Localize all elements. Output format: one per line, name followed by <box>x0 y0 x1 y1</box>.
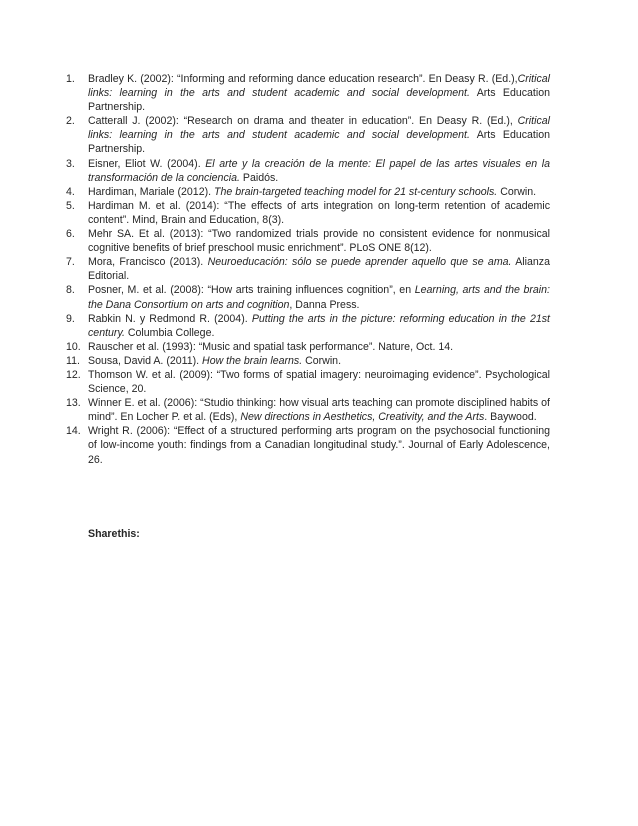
reference-item <box>66 72 550 114</box>
reference-text: Columbia College. <box>124 326 215 339</box>
reference-number: 14. <box>66 425 81 438</box>
reference-item <box>66 114 550 156</box>
reference-text: Sousa, David A. (2011). <box>88 354 203 367</box>
reference-text: Eisner, Eliot W. (2004). <box>88 157 206 170</box>
reference-text: Paidós. <box>239 171 279 184</box>
reference-number: 2. <box>66 115 75 128</box>
reference-item <box>66 340 550 354</box>
reference-item <box>66 255 550 283</box>
reference-item <box>66 354 550 368</box>
reference-text: , Danna Press. <box>289 298 360 311</box>
reference-title-text: El arte y la creación de la mente: El papel de las artes visuales en la transformación de la conciencia. <box>88 157 550 184</box>
reference-text: Mehr SA. Et al. (2013): “Two randomized trials provide no consistent evidence for nonmusical cognitive benefits of brief preschool music enrichment”. PLoS ONE 8(12). <box>88 228 550 255</box>
reference-number: 1. <box>66 73 75 85</box>
reference-text: Arts Education Partnership. <box>88 129 550 156</box>
reference-text: Rabkin N. y Redmond R. (2004). <box>88 312 252 325</box>
reference-text: Wright R. (2006): “Effect of a structured performing arts program on the psychosocial functioning of low-income youth: findings from a Canadian longitudinal study.”. Journal of Early Adolescence, 26. <box>88 425 550 466</box>
reference-text: Hardiman M. et al. (2014): “The effects of arts integration on long-term retention of academic content”. Mind, Brain and Education, 8(3). <box>88 199 550 226</box>
reference-text: Corwin. <box>302 354 342 367</box>
reference-title-text: The brain-targeted teaching model for 21 st-century schools. <box>214 185 498 198</box>
reference-title-text: Learning, arts and the brain: the Dana Consortium on arts and cognition <box>88 284 550 311</box>
reference-text: Winner E. et al. (2006): “Studio thinking: how visual arts teaching can promote disciplined habits of mind”. En Locher P. et al. (Eds), <box>88 397 550 424</box>
reference-title-text: Critical links: learning in the arts and student academic and social development. <box>88 73 550 100</box>
reference-number: 11. <box>66 354 80 367</box>
share-this-label: Sharethis: <box>88 528 140 540</box>
reference-number: 10. <box>66 340 81 353</box>
reference-text: Bradley K. (2002): “Informing and reforming dance education research”. En Deasy R. (Ed.), <box>88 73 518 85</box>
reference-text: Catterall J. (2002): “Research on drama and theater in education”. En Deasy R. (Ed.), <box>88 115 518 128</box>
reference-number: 4. <box>66 185 75 198</box>
reference-item <box>66 368 550 396</box>
reference-item <box>66 396 550 424</box>
reference-title-text: Critical links: learning in the arts and student academic and social development. <box>88 115 550 142</box>
reference-text: Rauscher et al. (1993): “Music and spatial task performance”. Nature, Oct. 14. <box>88 340 454 353</box>
reference-item <box>66 312 550 340</box>
reference-number: 5. <box>66 199 75 212</box>
reference-item <box>66 157 550 185</box>
reference-number: 3. <box>66 157 75 170</box>
reference-text: Hardiman, Mariale (2012). <box>88 185 214 198</box>
reference-text: Posner, M. et al. (2008): “How arts training influences cognition”, en <box>88 284 415 297</box>
reference-list <box>66 72 550 467</box>
reference-title-text: Putting the arts in the picture: reforming education in the 21st century. <box>88 312 550 339</box>
reference-title-text: New directions in Aesthetics, Creativity, and the Arts <box>240 411 485 424</box>
reference-item <box>66 185 550 199</box>
reference-number: 12. <box>66 368 81 381</box>
reference-title-text: Neuroeducación: sólo se puede aprender aquello que se ama. <box>207 256 512 269</box>
reference-text: Arts Education Partnership. <box>88 87 550 114</box>
reference-item <box>66 199 550 227</box>
reference-number: 9. <box>66 312 75 325</box>
reference-item <box>66 424 550 466</box>
reference-text: Alianza Editorial. <box>88 256 550 283</box>
reference-item <box>66 283 550 311</box>
reference-text: Corwin. <box>497 185 537 198</box>
reference-text: . Baywood. <box>484 411 537 424</box>
reference-title-text: How the brain learns. <box>202 354 303 367</box>
reference-number: 7. <box>66 256 75 269</box>
reference-number: 6. <box>66 228 75 241</box>
reference-number: 13. <box>66 397 81 410</box>
reference-text: Mora, Francisco (2013). <box>88 256 208 269</box>
reference-number: 8. <box>66 284 75 297</box>
reference-item <box>66 227 550 255</box>
reference-text: Thomson W. et al. (2009): “Two forms of spatial imagery: neuroimaging evidence”. Psychological Science, 20. <box>88 368 550 396</box>
